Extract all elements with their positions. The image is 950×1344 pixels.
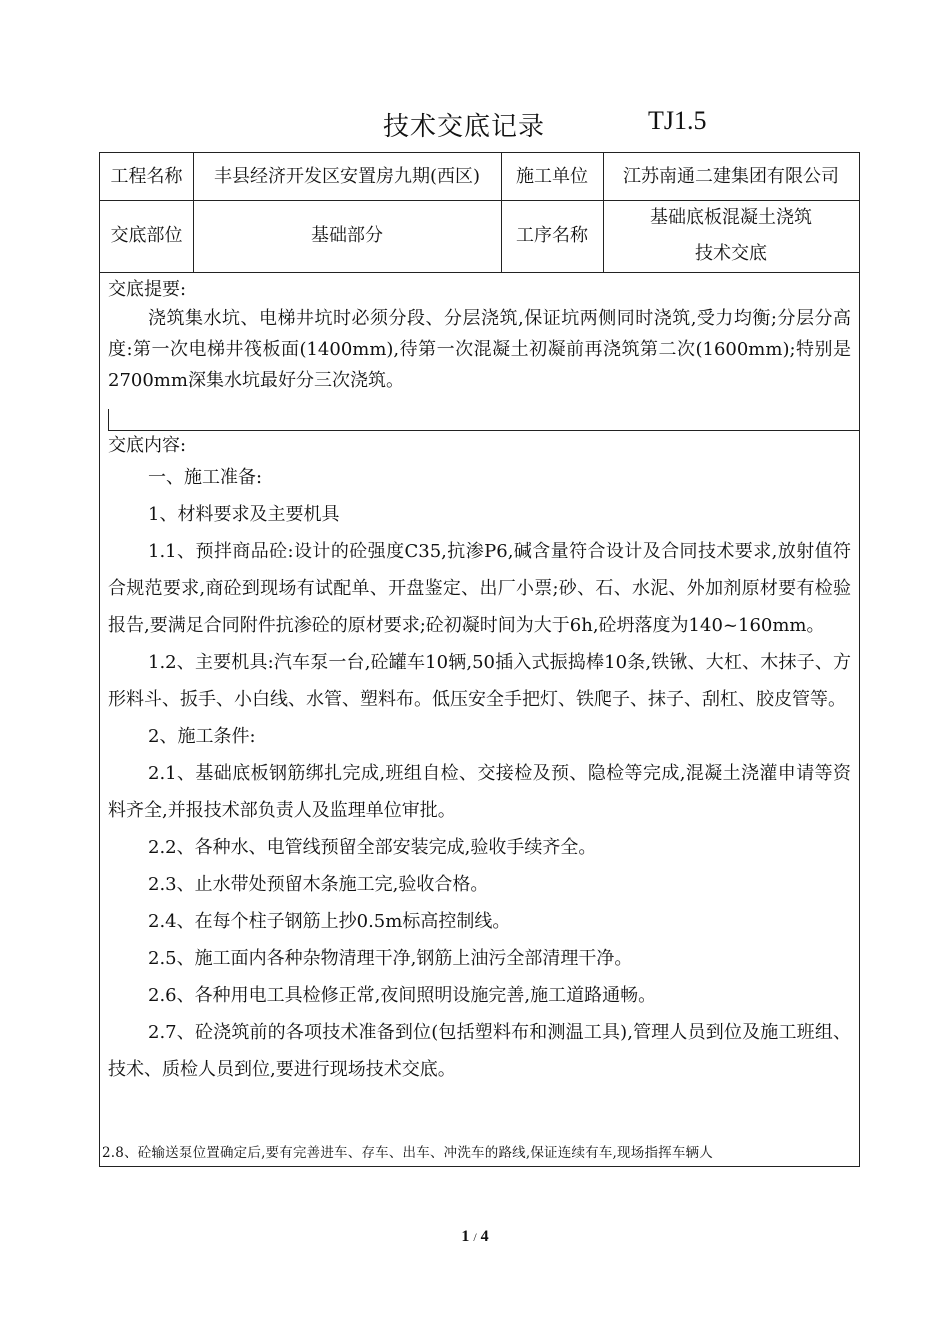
part-label: 交底部位 (110, 225, 183, 246)
content-paragraph: 2.5、施工面内各种杂物清理干净,钢筋上油污全部清理干净。 (148, 948, 633, 969)
page-total: 4 (480, 1228, 489, 1245)
page-separator: / (473, 1230, 477, 1244)
part-value: 基础部分 (311, 225, 383, 246)
title-code: TJ1.5 (648, 106, 707, 135)
process-value-line1: 基础底板混凝土浇筑 (650, 207, 812, 228)
project-value: 丰县经济开发区安置房九期(西区) (213, 165, 481, 187)
record-table (99, 152, 860, 1167)
content-paragraph: 一、施工准备: (148, 467, 263, 488)
content-paragraph: 2、施工条件: (148, 726, 256, 747)
content-section (108, 433, 851, 1088)
content-paragraph: 2.2、各种水、电管线预留全部安装完成,验收手续齐全。 (148, 837, 597, 858)
content-last-line: 2.8、砼输送泵位置确定后,要有完善进车、存车、出车、冲洗车的路线,保证连续有车,现场指挥车辆人 (102, 1145, 713, 1161)
project-label: 工程名称 (110, 165, 183, 187)
contractor-value: 江苏南通二建集团有限公司 (623, 165, 839, 187)
content-paragraph: 2.6、各种用电工具检修正常,夜间照明设施完善,施工道路通畅。 (148, 985, 657, 1006)
content-paragraph: 2.1、基础底板钢筋绑扎完成,班组自检、交接检及预、隐检等完成,混凝土浇灌申请等资料齐全,并报技术部负责人及监理单位审批。 (108, 763, 851, 821)
page-current: 1 (461, 1228, 470, 1245)
summary-tick (108, 409, 109, 430)
summary-text: 浇筑集水坑、电梯井坑时必须分段、分层浇筑,保证坑两侧同时浇筑,受力均衡;分层分高度:第一次电梯井筏板面(1400mm),待第一次混凝土初凝前再浇筑第二次(1600mm);特别是2700mm深集水坑最好分三次浇筑。 (108, 308, 851, 391)
process-value-line2: 技术交底 (695, 243, 767, 264)
content-paragraph: 2.3、止水带处预留木条施工完,验收合格。 (148, 874, 489, 895)
summary-section (108, 277, 851, 396)
summary-divider (108, 430, 859, 431)
process-label: 工序名称 (516, 225, 588, 246)
process-value (603, 200, 859, 272)
content-paragraph: 1、材料要求及主要机具 (148, 504, 340, 525)
page-number (0, 1228, 950, 1246)
contractor-label: 施工单位 (516, 165, 588, 187)
content-label: 交底内容: (108, 435, 187, 456)
content-paragraph: 1.2、主要机具:汽车泵一台,砼罐车10辆,50插入式振捣棒10条,铁锹、大杠、木抹子、方形料斗、扳手、小白线、水管、塑料布。低压安全手把灯、铁爬子、抹子、刮杠、胶皮管等。 (108, 652, 851, 710)
summary-label: 交底提要: (108, 279, 187, 300)
content-body (108, 459, 851, 1088)
title-text: 技术交底记录 (383, 112, 546, 142)
content-paragraph: 1.1、预拌商品砼:设计的砼强度C35,抗渗P6,碱含量符合设计及合同技术要求,放射值符合规范要求,商砼到现场有试配单、开盘鉴定、出厂小票;砂、石、水泥、外加剂原材要有检验报告,要满足合同附件抗渗砼的原材要求;砼初凝时间为大于6h,砼坍落度为140~160mm。 (108, 541, 851, 636)
content-paragraph: 2.7、砼浇筑前的各项技术准备到位(包括塑料布和测温工具),管理人员到位及施工班组、技术、质检人员到位,要进行现场技术交底。 (108, 1022, 851, 1080)
row-divider (100, 272, 859, 273)
content-paragraph: 2.4、在每个柱子钢筋上抄0.5m标高控制线。 (148, 911, 511, 932)
